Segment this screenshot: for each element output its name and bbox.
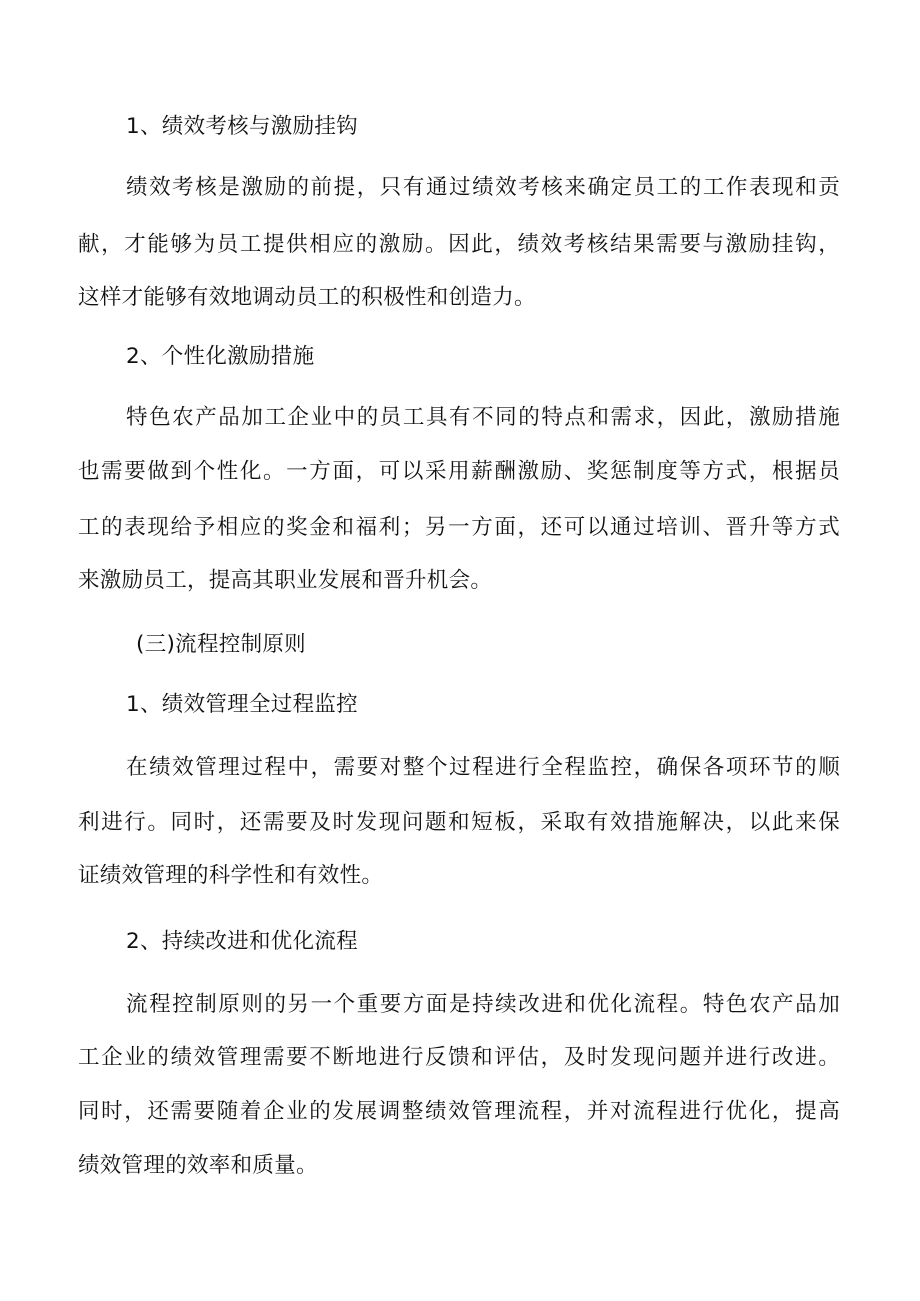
paragraph-line: 流程控制原则的另一个重要方面是持续改进和优化流程。特色农产品加 <box>126 992 840 1017</box>
paragraph-line: 这样才能够有效地调动员工的积极性和创造力。 <box>78 285 536 310</box>
paragraph-line: 特色农产品加工企业中的员工具有不同的特点和需求，因此，激励措施 <box>126 405 840 430</box>
paragraph-line: 绩效管理的效率和质量。 <box>78 1153 318 1178</box>
paragraph-line: 绩效考核是激励的前提，只有通过绩效考核来确定员工的工作表现和贡 <box>126 175 840 200</box>
paragraph-line: 证绩效管理的科学性和有效性。 <box>78 863 384 888</box>
section-title-process-control: (三)流程控制原则 <box>136 632 306 657</box>
paragraph-line: 工的表现给予相应的奖金和福利；另一方面，还可以通过培训、晋升等方式 <box>78 515 840 540</box>
paragraph-line: 工企业的绩效管理需要不断地进行反馈和评估，及时发现问题并进行改进。 <box>78 1045 840 1070</box>
heading-full-process-monitoring: 1、绩效管理全过程监控 <box>126 692 358 717</box>
heading-personalized-incentive: 2、个性化激励措施 <box>126 344 315 369</box>
paragraph-line: 献，才能够为员工提供相应的激励。因此，绩效考核结果需要与激励挂钩， <box>78 232 840 257</box>
paragraph-line: 利进行。同时，还需要及时发现问题和短板，采取有效措施解决，以此来保 <box>78 810 840 835</box>
paragraph-line: 也需要做到个性化。一方面，可以采用薪酬激励、奖惩制度等方式，根据员 <box>78 459 840 484</box>
heading-continuous-improvement: 2、持续改进和优化流程 <box>126 929 358 954</box>
heading-performance-incentive: 1、绩效考核与激励挂钩 <box>126 114 358 139</box>
paragraph-line: 来激励员工，提高其职业发展和晋升机会。 <box>78 568 493 593</box>
paragraph-line: 同时，还需要随着企业的发展调整绩效管理流程，并对流程进行优化，提高 <box>78 1099 840 1124</box>
paragraph-line: 在绩效管理过程中，需要对整个过程进行全程监控，确保各项环节的顺 <box>126 755 840 780</box>
